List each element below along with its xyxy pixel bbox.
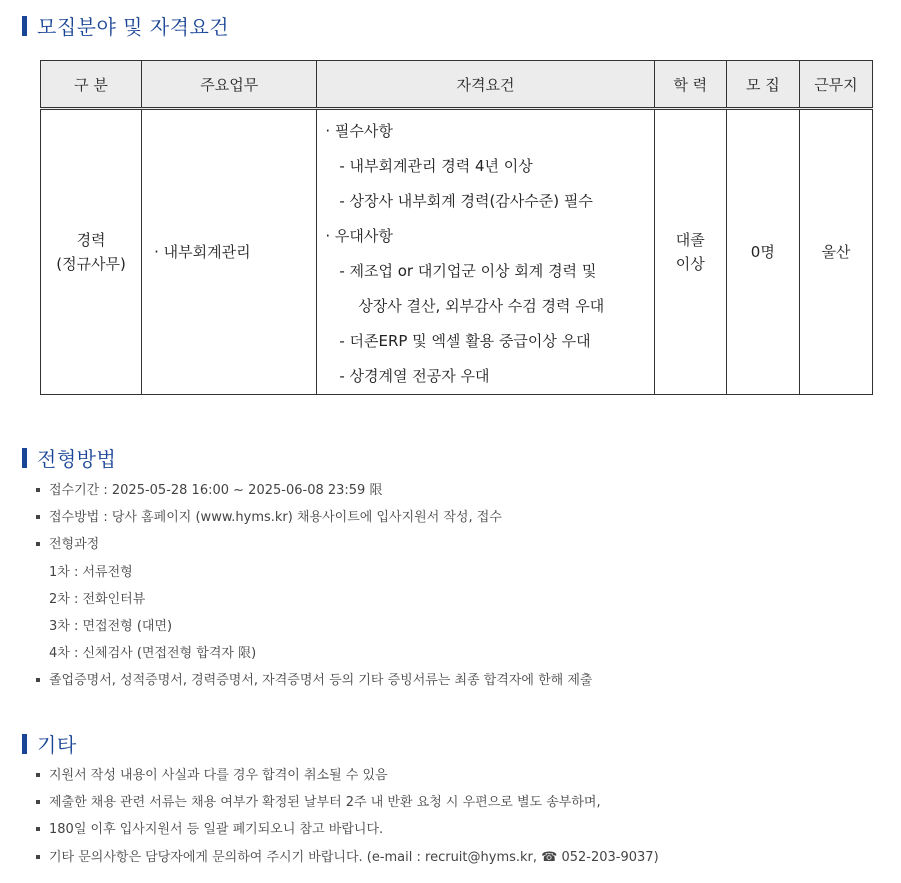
qual-line: 상장사 결산, 외부감사 수검 경력 우대 (358, 297, 605, 315)
category-line2: (정규사무) (56, 255, 126, 273)
qual-line: · 필수사항 (325, 122, 393, 140)
title-bar-marker (22, 448, 27, 468)
cell-duty: · 내부회계관리 (142, 109, 317, 395)
header-category: 구 분 (41, 61, 142, 109)
etc-section-title (22, 729, 77, 758)
header-education: 학 력 (654, 61, 726, 109)
category-line1: 경력 (76, 231, 106, 249)
qual-line: - 제조업 or 대기업군 이상 회계 경력 및 (339, 262, 597, 280)
qual-line: - 상장사 내부회계 경력(감사수준) 필수 (339, 192, 593, 210)
list-item: 접수방법 : 당사 홈페이지 (www.hyms.kr) 채용사이트에 입사지원서 작성, 접수 (36, 504, 592, 531)
cell-location: 울산 (799, 109, 872, 395)
header-qualification: 자격요건 (317, 61, 654, 109)
list-item: 3차 : 면접전형 (대면) (49, 618, 173, 634)
title-bar-marker (22, 16, 27, 36)
etc-title-text: 기타 (37, 733, 77, 757)
qual-line: - 상경계열 전공자 우대 (339, 367, 490, 385)
qual-line: - 내부회계관리 경력 4년 이상 (339, 157, 533, 175)
cell-qualifications (317, 109, 654, 395)
cell-education (654, 109, 726, 395)
header-duty: 주요업무 (142, 61, 317, 109)
education-line1: 대졸 (675, 231, 705, 249)
table-row (41, 109, 873, 395)
process-list (36, 477, 592, 695)
list-item: 1차 : 서류전형 (49, 564, 133, 580)
table-header-row (41, 61, 873, 109)
process-title-text: 전형방법 (37, 447, 117, 471)
header-headcount: 모 집 (726, 61, 799, 109)
cell-headcount: 0명 (726, 109, 799, 395)
list-item: 전형과정 (36, 531, 592, 558)
header-location: 근무지 (799, 61, 872, 109)
title-bar-marker (22, 734, 27, 754)
process-section-title (22, 443, 116, 472)
etc-list (36, 762, 659, 871)
recruit-title-text: 모집분야 및 자격요건 (37, 15, 230, 39)
cell-category (41, 109, 142, 395)
requirements-table (40, 60, 873, 395)
list-item: 졸업증명서, 성적증명서, 경력증명서, 자격증명서 등의 기타 증빙서류는 최종 합격자에 한해 제출 (36, 667, 592, 694)
list-item: 제출한 채용 관련 서류는 채용 여부가 확정된 날부터 2주 내 반환 요청 시 우편으로 별도 송부하며, (36, 789, 659, 816)
list-item: 지원서 작성 내용이 사실과 다를 경우 합격이 취소될 수 있음 (36, 762, 659, 789)
qual-line: - 더존ERP 및 엑셀 활용 중급이상 우대 (339, 332, 591, 350)
list-item: 180일 이후 입사지원서 등 일괄 폐기되오니 참고 바랍니다. (36, 816, 659, 843)
education-line2: 이상 (675, 255, 705, 273)
list-item: 기타 문의사항은 담당자에게 문의하여 주시기 바랍니다. (e-mail : recruit@hyms.kr, ☎ 052-203-9037) (36, 844, 659, 871)
qual-line: · 우대사항 (325, 227, 393, 245)
recruit-section-title (22, 11, 229, 40)
list-item: 2차 : 전화인터뷰 (49, 591, 146, 607)
list-item: 접수기간 : 2025-05-28 16:00 ~ 2025-06-08 23:59 限 (36, 477, 592, 504)
list-item: 4차 : 신체검사 (면접전형 합격자 限) (49, 646, 257, 662)
